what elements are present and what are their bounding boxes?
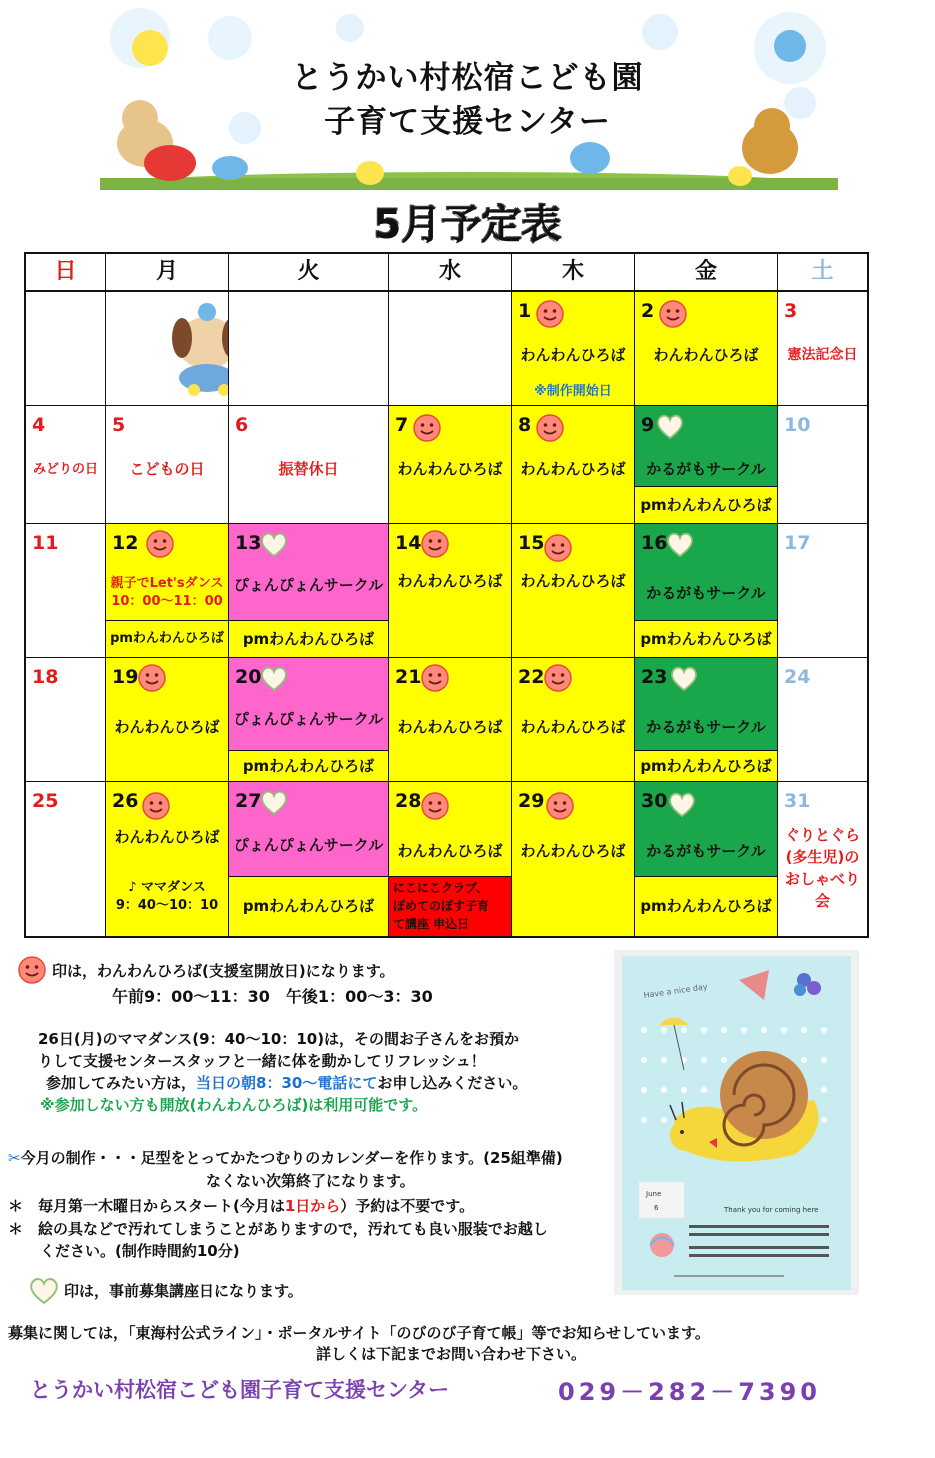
day-number: 18 xyxy=(32,666,59,688)
registration-notice xyxy=(389,876,511,936)
smile-legend-text: 印は，わんわんひろば(支援室開放日)になります。 xyxy=(52,962,395,980)
smile-icon xyxy=(413,414,441,442)
footer-phone-number: 029－282－7390 xyxy=(558,1378,821,1406)
day-cell-14 xyxy=(389,524,512,658)
day-number: 6 xyxy=(235,414,249,436)
day-cell-25 xyxy=(26,782,106,936)
day-cell-31 xyxy=(778,782,867,936)
day-cell-29 xyxy=(512,782,635,936)
pm-event-label: pmわんわんひろば xyxy=(229,876,388,936)
center-name-title: とうかい村松宿こども園 xyxy=(291,60,644,96)
day-number: 11 xyxy=(32,532,59,554)
heart-icon xyxy=(259,530,289,558)
pm-event-label: pmわんわんひろば xyxy=(635,486,777,524)
day-cell-4 xyxy=(26,406,106,524)
dance-apply-text: 参加してみたい方は， xyxy=(46,1074,197,1092)
event-label: 会 xyxy=(814,892,830,910)
day-number: 24 xyxy=(784,666,811,688)
day-number: 10 xyxy=(784,414,811,436)
day-number: 2 xyxy=(641,300,655,322)
craft-clothing-line: ください。(制作時間約10分) xyxy=(40,1242,240,1260)
day-cell-21 xyxy=(389,658,512,782)
smile-icon xyxy=(138,664,166,692)
day-cell-empty xyxy=(106,292,229,406)
weekday-header-sun: 日 xyxy=(26,254,106,292)
day-number: 17 xyxy=(784,532,811,554)
weekday-header-tue: 火 xyxy=(229,254,389,292)
day-number: 28 xyxy=(395,790,422,812)
day-number: 3 xyxy=(784,300,798,322)
day-cell-empty xyxy=(389,292,512,406)
footer-center-name: とうかい村松宿こども園子育て支援センター xyxy=(30,1378,450,1402)
day-cell-1 xyxy=(512,292,635,406)
heart-icon xyxy=(669,664,699,692)
recruitment-info-line: 詳しくは下記までお問い合わせ下さい。 xyxy=(316,1345,587,1363)
day-number: 14 xyxy=(395,532,422,554)
weekday-header-wed: 水 xyxy=(389,254,512,292)
dance-apply-highlight: 当日の朝8：30～電話にて xyxy=(196,1074,378,1092)
day-cell-12 xyxy=(106,524,229,658)
event-label: ぴょんぴょんサークル xyxy=(233,836,384,854)
pm-event-label: pmわんわんひろば xyxy=(229,750,388,782)
day-cell-2 xyxy=(635,292,778,406)
day-number: 25 xyxy=(32,790,59,812)
smile-icon xyxy=(142,792,170,820)
day-number: 27 xyxy=(235,790,262,812)
event-label: ぴょんぴょんサークル xyxy=(233,576,384,594)
day-cell-26 xyxy=(106,782,229,936)
dance-event-label xyxy=(106,876,228,895)
smile-icon xyxy=(659,300,687,328)
notice-line: ぽめてのぽす子育 xyxy=(393,899,490,913)
day-number: 1 xyxy=(518,300,532,322)
smile-icon xyxy=(18,956,46,984)
event-label: わんわんひろば xyxy=(520,572,626,590)
day-number: 26 xyxy=(112,790,139,812)
day-number: 13 xyxy=(235,532,262,554)
heart-icon xyxy=(259,664,289,692)
day-number: 29 xyxy=(518,790,545,812)
day-cell-30 xyxy=(635,782,778,936)
day-cell-24 xyxy=(778,658,867,782)
day-cell-16 xyxy=(635,524,778,658)
weekday-header-fri: 金 xyxy=(635,254,778,292)
smile-icon xyxy=(146,530,174,558)
event-label: わんわんひろば xyxy=(397,718,503,736)
pm-event-label: pmわんわんひろば xyxy=(635,750,777,782)
event-label: かるがもサークル xyxy=(646,460,766,478)
day-cell-5 xyxy=(106,406,229,524)
holiday-label: 振替休日 xyxy=(278,460,339,478)
smile-icon xyxy=(421,664,449,692)
event-label: わんわんひろば xyxy=(653,346,759,364)
heart-icon xyxy=(667,790,697,818)
open-hours-text: 午前9：00～11：30 午後1：00～3：30 xyxy=(112,987,433,1006)
event-note: ※制作開始日 xyxy=(534,384,612,399)
poster-month: June xyxy=(646,1190,662,1198)
craft-schedule-line xyxy=(8,1195,474,1216)
smile-icon xyxy=(421,530,449,558)
craft-info-line xyxy=(8,1147,563,1168)
day-number: 16 xyxy=(641,532,668,554)
event-label: かるがもサークル xyxy=(646,718,766,736)
holiday-label: 憲法記念日 xyxy=(787,347,858,363)
craft-start-highlight: 1日から xyxy=(284,1197,341,1215)
dance-info-line: りして支援センタースタッフと一緒に体を動かしてリフレッシュ！ xyxy=(38,1052,486,1070)
weekday-header-thu: 木 xyxy=(512,254,635,292)
smile-icon xyxy=(536,300,564,328)
day-cell-20 xyxy=(229,658,389,782)
poster-thanks: Thank you for coming here xyxy=(724,1206,819,1214)
dance-time: 9：40～10：10 xyxy=(115,898,219,913)
event-label: おしゃべり xyxy=(784,870,860,888)
snail-calendar-sample-image xyxy=(614,950,859,1295)
day-number: 9 xyxy=(641,414,655,436)
day-number: 7 xyxy=(395,414,409,436)
dance-icon: ♪ xyxy=(128,880,142,895)
event-label: かるがもサークル xyxy=(646,584,766,602)
notice-line: にこにこクラブ、 xyxy=(393,881,489,895)
day-number: 5 xyxy=(112,414,126,436)
dance-apply-text: お申し込みください。 xyxy=(377,1074,528,1092)
day-cell-empty xyxy=(229,292,389,406)
craft-info-text: 今月の制作・・・足型をとってかたつむりのカレンダーを作ります。(25組準備) xyxy=(20,1149,563,1167)
dance-label: ママダンス xyxy=(141,880,206,895)
day-cell-10 xyxy=(778,406,867,524)
poster-day: 6 xyxy=(654,1204,659,1212)
day-cell-13 xyxy=(229,524,389,658)
heart-icon xyxy=(28,1275,60,1305)
heart-icon xyxy=(665,530,695,558)
smile-icon xyxy=(536,414,564,442)
pm-event-label: pmわんわんひろば xyxy=(635,876,777,936)
dance-info-line: 26日(月)のママダンス(9：40～10：10)は，その間お子さんをお預か xyxy=(38,1030,520,1048)
event-label: かるがもサークル xyxy=(646,842,766,860)
calendar-table xyxy=(24,252,869,938)
day-number: 23 xyxy=(641,666,668,688)
day-number: 30 xyxy=(641,790,668,812)
day-cell-empty xyxy=(26,292,106,406)
event-label: わんわんひろば xyxy=(397,460,503,478)
day-number: 12 xyxy=(112,532,139,554)
day-number: 31 xyxy=(784,790,811,812)
day-cell-22 xyxy=(512,658,635,782)
day-cell-23 xyxy=(635,658,778,782)
event-label: ぐりとぐら xyxy=(784,826,860,844)
day-number: 20 xyxy=(235,666,262,688)
pm-event-label: pmわんわんひろば xyxy=(229,620,388,658)
day-cell-18 xyxy=(26,658,106,782)
day-number: 22 xyxy=(518,666,545,688)
day-number: 19 xyxy=(112,666,139,688)
day-number: 21 xyxy=(395,666,422,688)
day-cell-27 xyxy=(229,782,389,936)
weekday-header-sat: 土 xyxy=(778,254,867,292)
pm-event-label: pmわんわんひろば xyxy=(635,620,777,658)
day-cell-28 xyxy=(389,782,512,936)
puppy-illustration xyxy=(162,298,229,398)
day-cell-6 xyxy=(229,406,389,524)
event-time: 10：00～11：00 xyxy=(111,594,223,609)
poster-greeting: Have a nice day xyxy=(643,982,709,1000)
holiday-label: こどもの日 xyxy=(129,460,205,478)
smile-icon xyxy=(544,534,572,562)
day-cell-11 xyxy=(26,524,106,658)
pm-event-label: pmわんわんひろば xyxy=(106,620,228,658)
craft-clothing-line: ＊ 絵の具などで汚れてしまうことがありますので，汚れても良い服装でお越し xyxy=(8,1220,548,1238)
smile-icon xyxy=(421,792,449,820)
notice-line: て講座 申込日 xyxy=(393,917,470,931)
day-cell-7 xyxy=(389,406,512,524)
day-cell-15 xyxy=(512,524,635,658)
day-cell-8 xyxy=(512,406,635,524)
event-label: わんわんひろば xyxy=(520,718,626,736)
day-cell-17 xyxy=(778,524,867,658)
day-number: 4 xyxy=(32,414,46,436)
holiday-label: みどりの日 xyxy=(32,462,98,477)
dance-note-line: ※参加しない方も開放(わんわんひろば)は利用可能です。 xyxy=(40,1096,428,1114)
craft-schedule-text: ）予約は不要です。 xyxy=(340,1197,475,1215)
day-cell-19 xyxy=(106,658,229,782)
scissors-icon: ✂ xyxy=(8,1149,21,1167)
smile-icon xyxy=(546,792,574,820)
center-subtitle: 子育て支援センター xyxy=(324,104,611,140)
event-label: わんわんひろば xyxy=(520,460,626,478)
event-label: わんわんひろば xyxy=(520,842,626,860)
event-label: ぴょんぴょんサークル xyxy=(233,710,384,728)
smile-icon xyxy=(544,664,572,692)
dance-apply-line xyxy=(46,1072,527,1093)
day-cell-3 xyxy=(778,292,867,406)
craft-schedule-text: ＊ 毎月第一木曜日からスタート(今月は xyxy=(8,1197,285,1215)
craft-info-line: なくない次第終了になります。 xyxy=(206,1172,415,1190)
event-label: 親子でLet'sダンス xyxy=(110,576,224,591)
event-label: わんわんひろば xyxy=(114,718,220,736)
event-label: わんわんひろば xyxy=(397,572,503,590)
month-schedule-title: 5月予定表 xyxy=(373,202,562,248)
day-number: 8 xyxy=(518,414,532,436)
event-label: わんわんひろば xyxy=(520,346,626,364)
weekday-header-mon: 月 xyxy=(106,254,229,292)
heart-legend-text: 印は，事前募集講座日になります。 xyxy=(64,1282,303,1300)
event-label: (多生児)の xyxy=(785,848,860,866)
day-cell-9 xyxy=(635,406,778,524)
heart-icon xyxy=(655,412,685,440)
event-label: わんわんひろば xyxy=(114,828,220,846)
day-number: 15 xyxy=(518,532,545,554)
heart-icon xyxy=(259,788,289,816)
event-label: わんわんひろば xyxy=(397,842,503,860)
recruitment-info-line: 募集に関しては，「東海村公式ライン」・ポータルサイト「のびのび子育て帳」等でお知らせしています。 xyxy=(8,1324,710,1342)
